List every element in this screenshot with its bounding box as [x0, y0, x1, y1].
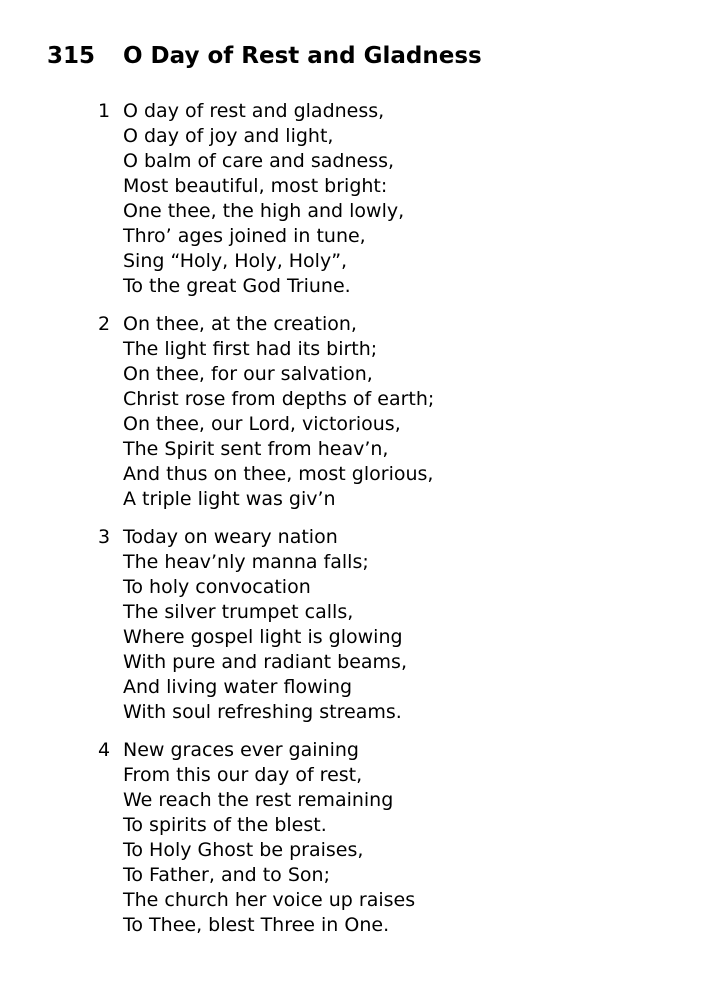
verse-number: 1 — [98, 100, 111, 122]
hymn-number: 315 — [47, 43, 96, 69]
hymn-title: O Day of Rest and Gladness — [123, 43, 482, 69]
verse-line: We reach the rest remaining — [123, 789, 394, 811]
verse-line: To Thee, blest Three in One. — [123, 914, 390, 936]
verse-line: O day of rest and gladness, — [123, 100, 385, 122]
verse-line: A triple light was giv’n — [123, 488, 336, 510]
verse-1 — [0, 99, 720, 299]
verse-line: O day of joy and light, — [123, 125, 334, 147]
verse-line: The Spirit sent from heav’n, — [123, 438, 389, 460]
verse-number: 3 — [98, 526, 111, 548]
verse-lines — [123, 99, 720, 299]
verse-line: O balm of care and sadness, — [123, 150, 395, 172]
verse-line: With soul refreshing streams. — [123, 701, 402, 723]
verse-lines — [123, 525, 720, 725]
verse-4 — [0, 738, 720, 938]
verse-line: To spirits of the blest. — [123, 814, 327, 836]
verse-line: Where gospel light is glowing — [123, 626, 403, 648]
verse-line: On thee, our Lord, victorious, — [123, 413, 401, 435]
verses-container — [0, 99, 720, 951]
verse-line: Christ rose from depths of earth; — [123, 388, 435, 410]
verse-2 — [0, 312, 720, 512]
verse-line: The silver trumpet calls, — [123, 601, 354, 623]
verse-line: To Holy Ghost be praises, — [123, 839, 364, 861]
verse-line: With pure and radiant beams, — [123, 651, 407, 673]
verse-line: From this our day of rest, — [123, 764, 363, 786]
verse-3 — [0, 525, 720, 725]
verse-lines — [123, 738, 720, 938]
verse-line: To the great God Triune. — [123, 275, 351, 297]
verse-number: 2 — [98, 313, 111, 335]
verse-line: New graces ever gaining — [123, 739, 359, 761]
verse-lines — [123, 312, 720, 512]
verse-line: On thee, for our salvation, — [123, 363, 373, 385]
verse-line: To holy convocation — [123, 576, 311, 598]
verse-line: Today on weary nation — [123, 526, 338, 548]
verse-line: One thee, the high and lowly, — [123, 200, 405, 222]
verse-line: On thee, at the creation, — [123, 313, 357, 335]
verse-line: The church her voice up raises — [123, 889, 416, 911]
verse-line: To Father, and to Son; — [123, 864, 330, 886]
verse-line: The heav’nly manna falls; — [123, 551, 369, 573]
verse-number: 4 — [98, 739, 111, 761]
verse-line: And thus on thee, most glorious, — [123, 463, 434, 485]
verse-line: The light first had its birth; — [123, 338, 378, 360]
verse-line: Sing “Holy, Holy, Holy”, — [123, 250, 348, 272]
verse-line: And living water flowing — [123, 676, 353, 698]
verse-line: Thro’ ages joined in tune, — [123, 225, 366, 247]
verse-line: Most beautiful, most bright: — [123, 175, 388, 197]
